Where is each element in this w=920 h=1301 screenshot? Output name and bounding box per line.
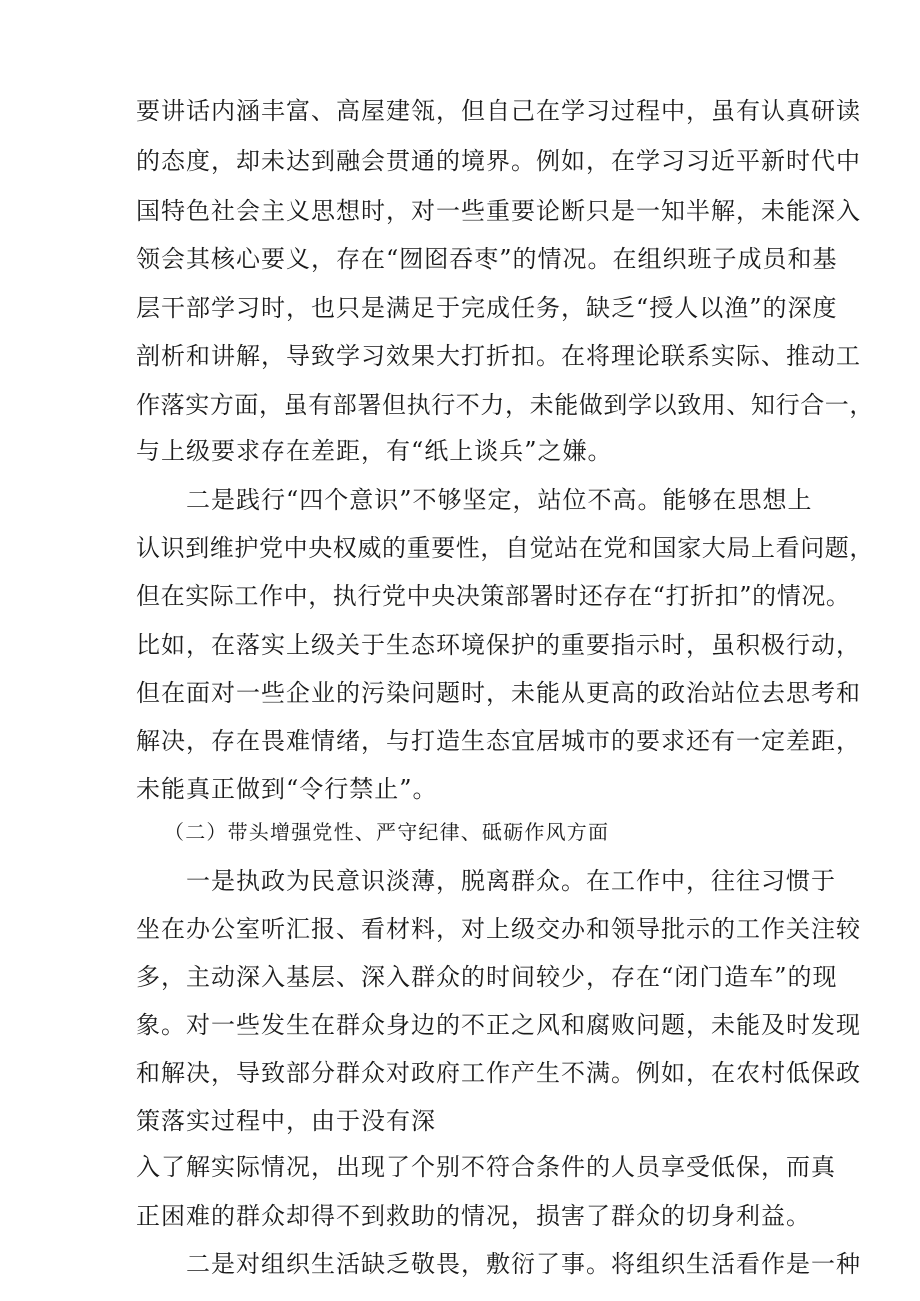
paragraph-heading-line: 二是践行“四个意识”不够坚定，站位不高。能够在思想上 xyxy=(186,486,813,514)
text-line: 未能真正做到“令行禁止”。 xyxy=(136,775,438,803)
paragraph-heading-line: 二是对组织生活缺乏敬畏，敷衍了事。将组织生活看作是一种 xyxy=(186,1250,861,1278)
text-line: 策落实过程中，由于没有深 xyxy=(136,1107,436,1135)
paragraph-heading-line: 一是执政为民意识淡薄，脱离群众。在工作中，往往习惯于 xyxy=(186,867,836,895)
text-line: 坐在办公室听汇报、看材料，对上级交办和领导批示的工作关注较 xyxy=(136,915,861,943)
text-line: 剖析和讲解，导致学习效果大打折扣。在将理论联系实际、推动工 xyxy=(136,342,861,370)
text-line: 和解决，导致部分群众对政府工作产生不满。例如，在农村低保政 xyxy=(136,1059,861,1087)
text-line: 领会其核心要义，存在“囫囵吞枣”的情况。在组织班子成员和基 xyxy=(136,245,838,273)
text-line: 要讲话内涵丰富、高屋建瓴，但自己在学习过程中，虽有认真研读 xyxy=(136,97,861,125)
text-line: 但在实际工作中，执行党中央决策部署时还存在“打折扣”的情况。 xyxy=(136,582,851,610)
section-heading: （二）带头增强党性、严守纪律、砥砺作风方面 xyxy=(164,820,610,844)
text-line: 比如，在落实上级关于生态环境保护的重要指示时，虽积极行动， xyxy=(136,631,861,659)
text-line: 认识到维护党中央权威的重要性，自觉站在党和国家大局上看问题， xyxy=(136,534,874,562)
text-line: 与上级要求存在差距，有“纸上谈兵”之嫌。 xyxy=(136,437,613,465)
text-line: 解决，存在畏难情绪，与打造生态宜居城市的要求还有一定差距， xyxy=(136,727,861,755)
text-line: 国特色社会主义思想时，对一些重要论断只是一知半解，未能深入 xyxy=(136,197,861,225)
text-line: 但在面对一些企业的污染问题时，未能从更高的政治站位去思考和 xyxy=(136,679,861,707)
text-line: 多，主动深入基层、深入群众的时间较少，存在“闭门造车”的现 xyxy=(136,963,838,991)
text-line: 层干部学习时，也只是满足于完成任务，缺乏“授人以渔”的深度 xyxy=(136,294,838,322)
text-line: 正困难的群众却得不到救助的情况，损害了群众的切身利益。 xyxy=(136,1202,811,1230)
text-line: 象。对一些发生在群众身边的不正之风和腐败问题，未能及时发现 xyxy=(136,1011,861,1039)
text-line: 入了解实际情况，出现了个别不符合条件的人员享受低保，而真 xyxy=(136,1153,836,1181)
text-line: 作落实方面，虽有部署但执行不力，未能做到学以致用、知行合一， xyxy=(136,391,874,419)
text-line: 的态度，却未达到融会贯通的境界。例如，在学习习近平新时代中 xyxy=(136,147,861,175)
